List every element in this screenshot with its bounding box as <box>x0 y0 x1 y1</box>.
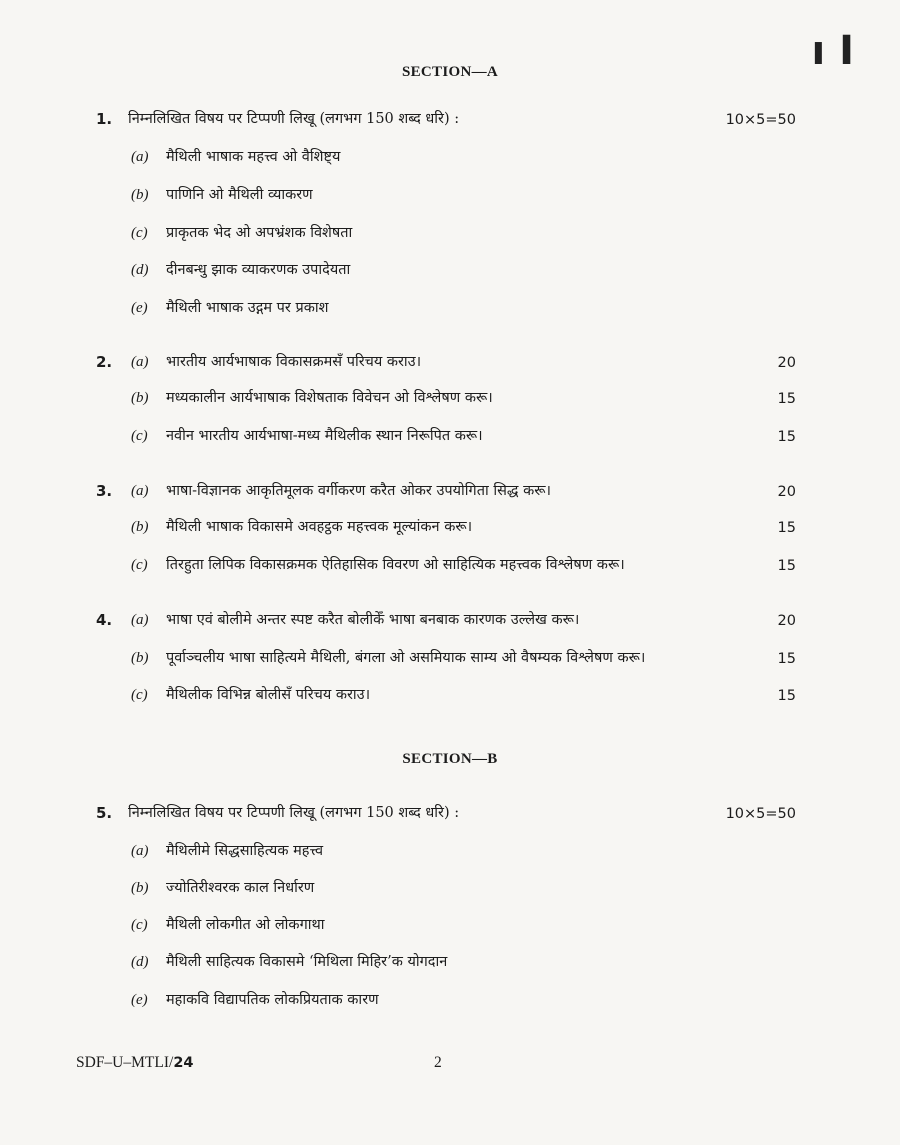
question-4-part-b <box>96 647 796 669</box>
question-5-part-b <box>96 877 796 899</box>
part-text: मैथिलीमे सिद्धसाहित्यक महत्त्व <box>166 843 324 859</box>
page-number: 2 <box>434 1054 442 1071</box>
margin-mark: ı I <box>811 28 854 74</box>
part-label: (b) <box>131 519 149 535</box>
part-label: (c) <box>131 557 148 573</box>
question-3-part-b <box>96 516 796 538</box>
part-marks: 20 <box>777 484 796 500</box>
question-number: 3. <box>96 482 113 500</box>
question-number: 4. <box>96 611 113 629</box>
part-text: पाणिनि ओ मैथिली व्याकरण <box>166 187 313 203</box>
part-marks: 15 <box>777 651 796 667</box>
part-label: (e) <box>131 992 148 1008</box>
paper-code-suffix: 24 <box>173 1055 194 1071</box>
part-text: ज्योतिरीश्वरक काल निर्धारण <box>166 880 315 896</box>
part-text: पूर्वाञ्चलीय भाषा साहित्यमे मैथिली, बंगला ओ असमियाक साम्य ओ वैषम्यक विश्लेषण करू। <box>166 650 646 666</box>
part-text: मैथिली भाषाक उद्गम पर प्रकाश <box>166 300 329 316</box>
question-4-part-a <box>96 609 796 631</box>
part-text: नवीन भारतीय आर्यभाषा-मध्य मैथिलीक स्थान निरूपित करू। <box>166 428 483 444</box>
part-text: मैथिली साहित्यक विकासमे ‘मिथिला मिहिर’क योगदान <box>166 954 448 970</box>
section-a-heading: SECTION—A <box>401 64 499 80</box>
question-1 <box>96 108 796 130</box>
part-marks: 20 <box>777 355 796 371</box>
paper-code-prefix: SDF–U–MTLI/ <box>76 1054 174 1071</box>
section-b-heading: SECTION—B <box>402 751 498 767</box>
question-text: निम्नलिखित विषय पर टिप्पणी लिखू (लगभग 150 शब्द धरि) : <box>128 805 460 821</box>
question-3-part-a <box>96 480 796 502</box>
question-5-part-d <box>96 951 796 973</box>
question-2-part-c <box>96 425 796 447</box>
part-text: मध्यकालीन आर्यभाषाक विशेषताक विवेचन ओ विश्लेषण करू। <box>166 390 493 406</box>
question-2-part-a <box>96 351 796 373</box>
part-marks: 15 <box>777 429 796 445</box>
part-text: दीनबन्धु झाक व्याकरणक उपादेयता <box>166 262 351 278</box>
part-text: मैथिली लोकगीत ओ लोकगाथा <box>166 917 325 933</box>
question-4-part-c <box>96 684 796 706</box>
part-text: तिरहुता लिपिक विकासक्रमक ऐतिहासिक विवरण ओ साहित्यिक महत्त्वक विश्लेषण करू। <box>166 557 625 573</box>
question-text: निम्नलिखित विषय पर टिप्पणी लिखू (लगभग 150 शब्द धरि) : <box>128 111 460 127</box>
part-text: भाषा-विज्ञानक आकृतिमूलक वर्गीकरण करैत ओकर उपयोगिता सिद्ध करू। <box>166 483 552 499</box>
question-1-part-c <box>96 222 796 244</box>
part-label: (e) <box>131 300 148 316</box>
part-marks: 20 <box>777 613 796 629</box>
part-text: प्राकृतक भेद ओ अपभ्रंशक विशेषता <box>166 225 353 241</box>
question-5 <box>96 802 796 824</box>
part-text: भाषा एवं बोलीमे अन्तर स्पष्ट करैत बोलीकेँ भाषा बनबाक कारणक उल्लेख करू। <box>166 612 580 628</box>
part-label: (a) <box>131 483 149 499</box>
question-5-part-e <box>96 989 796 1011</box>
question-number: 5. <box>96 804 113 822</box>
question-marks: 10×5=50 <box>725 112 796 128</box>
part-text: भारतीय आर्यभाषाक विकासक्रमसँ परिचय कराउ। <box>166 354 422 370</box>
part-text: मैथिली भाषाक महत्त्व ओ वैशिष्ट्य <box>166 149 341 165</box>
question-number: 2. <box>96 353 113 371</box>
question-1-part-e <box>96 297 796 319</box>
part-marks: 15 <box>777 520 796 536</box>
part-label: (c) <box>131 687 148 703</box>
part-label: (d) <box>131 262 149 278</box>
paper-code <box>76 1054 194 1072</box>
part-label: (c) <box>131 917 148 933</box>
question-3-part-c <box>96 554 796 576</box>
part-label: (b) <box>131 650 149 666</box>
part-label: (b) <box>131 880 149 896</box>
question-5-part-c <box>96 914 796 936</box>
part-marks: 15 <box>777 688 796 704</box>
part-label: (c) <box>131 225 148 241</box>
part-text: मैथिली भाषाक विकासमे अवहट्ठक महत्त्वक मूल्यांकन करू। <box>166 519 473 535</box>
part-text: महाकवि विद्यापतिक लोकप्रियताक कारण <box>166 992 379 1008</box>
part-label: (c) <box>131 428 148 444</box>
question-5-part-a <box>96 840 796 862</box>
part-marks: 15 <box>777 391 796 407</box>
part-label: (a) <box>131 354 149 370</box>
question-2-part-b <box>96 387 796 409</box>
question-1-part-d <box>96 259 796 281</box>
question-marks: 10×5=50 <box>725 806 796 822</box>
question-1-part-a <box>96 146 796 168</box>
part-marks: 15 <box>777 558 796 574</box>
part-label: (a) <box>131 149 149 165</box>
part-text: मैथिलीक विभिन्न बोलीसँ परिचय कराउ। <box>166 687 371 703</box>
part-label: (b) <box>131 187 149 203</box>
question-number: 1. <box>96 110 113 128</box>
part-label: (d) <box>131 954 149 970</box>
part-label: (b) <box>131 390 149 406</box>
part-label: (a) <box>131 612 149 628</box>
part-label: (a) <box>131 843 149 859</box>
question-1-part-b <box>96 184 796 206</box>
